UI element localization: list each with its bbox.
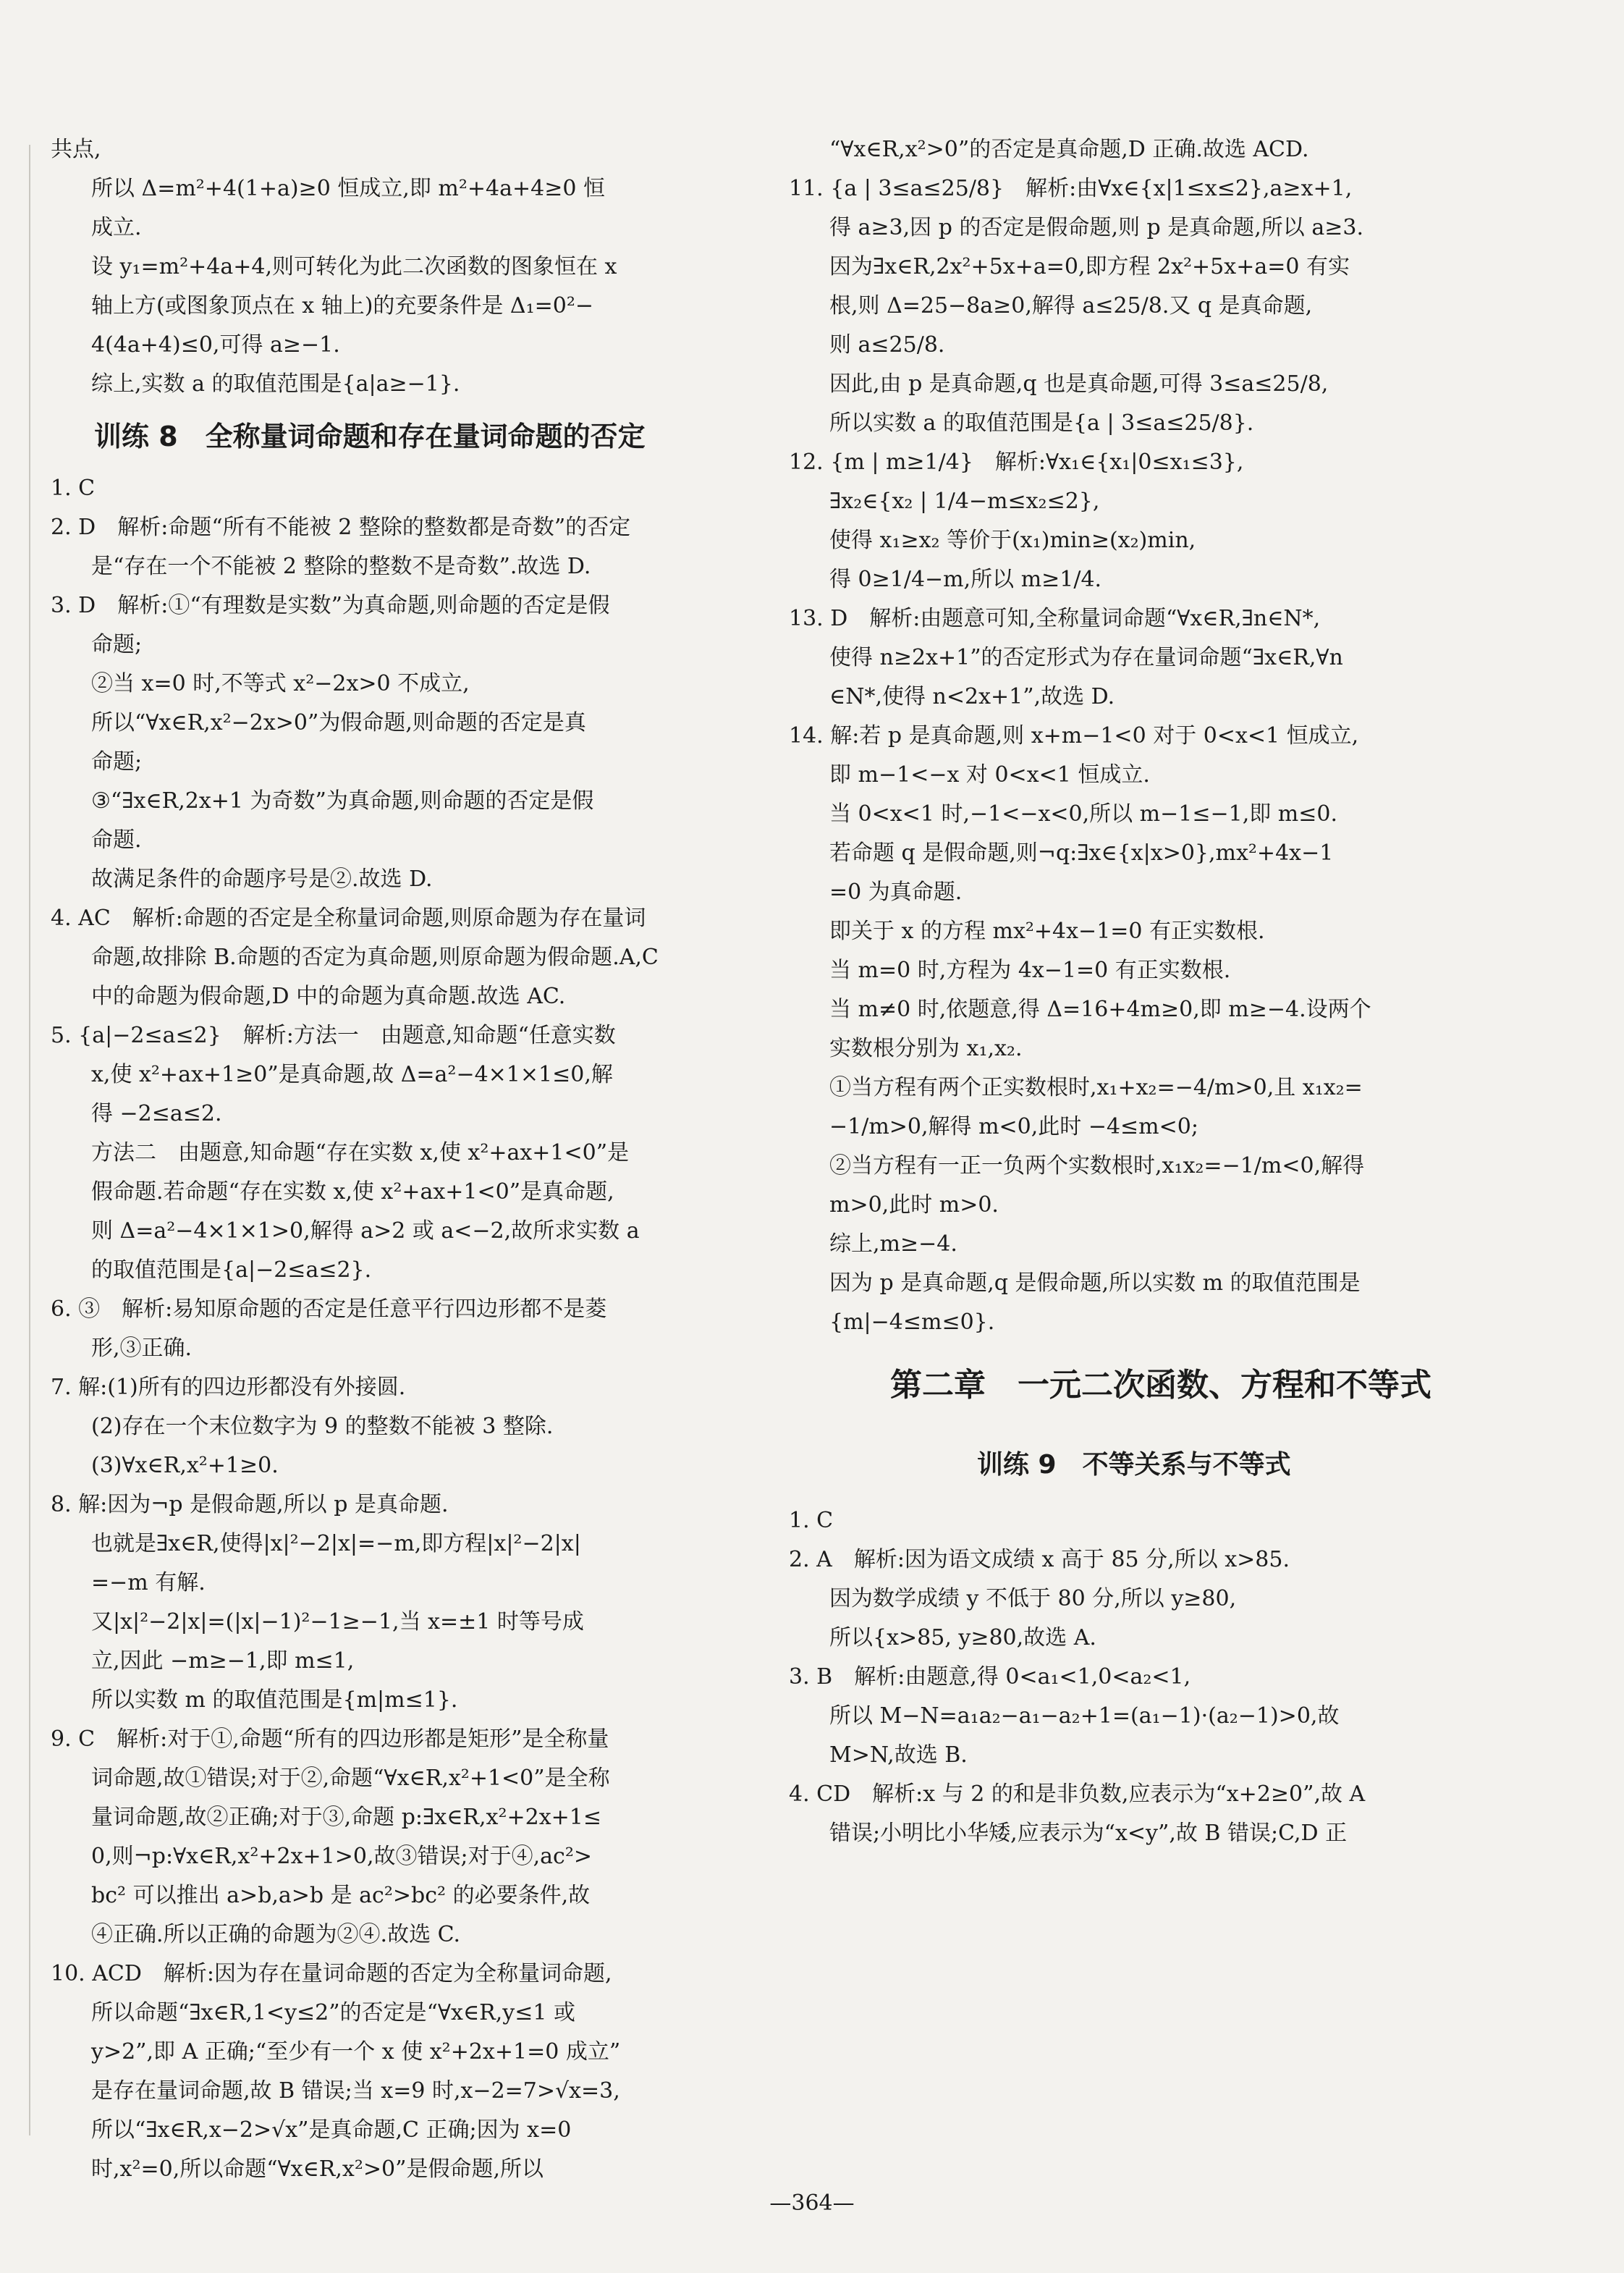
text-line: 使得 x₁≥x₂ 等价于(x₁)min≥(x₂)min, bbox=[829, 528, 1196, 553]
text-line: 10. ACD 解析:因为存在量词命题的否定为全称量词命题, bbox=[51, 1961, 612, 1986]
right-column bbox=[789, 130, 1513, 1853]
chapter-title: 第二章 一元二次函数、方程和不等式 bbox=[890, 1367, 1431, 1404]
text-line: 11. {a | 3≤a≤25/8} 解析:由∀x∈{x|1≤x≤2},a≥x+1, bbox=[789, 176, 1353, 201]
text-line: 故满足条件的命题序号是②.故选 D. bbox=[91, 866, 433, 892]
text-line: 错误;小明比小华矮,应表示为“x<y”,故 B 错误;C,D 正 bbox=[829, 1821, 1348, 1846]
text-line: ∃x₂∈{x₂ | 1/4−m≤x₂≤2}, bbox=[829, 489, 1100, 514]
text-line: 的取值范围是{a|−2≤a≤2}. bbox=[91, 1257, 372, 1283]
text-line: 也就是∃x∈R,使得|x|²−2|x|=−m,即方程|x|²−2|x| bbox=[91, 1531, 581, 1556]
text-line: 所以 M−N=a₁a₂−a₁−a₂+1=(a₁−1)·(a₂−1)>0,故 bbox=[829, 1703, 1340, 1729]
text-line: 共点, bbox=[51, 137, 101, 162]
text-line: 得 0≥1/4−m,所以 m≥1/4. bbox=[829, 567, 1102, 592]
text-line: 4. CD 解析:x 与 2 的和是非负数,应表示为“x+2≥0”,故 A bbox=[789, 1781, 1366, 1807]
text-line: 当 0<x<1 时,−1<−x<0,所以 m−1≤−1,即 m≤0. bbox=[829, 801, 1337, 827]
text-line: 又|x|²−2|x|=(|x|−1)²−1≥−1,当 x=±1 时等号成 bbox=[91, 1609, 584, 1635]
text-line: 因为∃x∈R,2x²+5x+a=0,即方程 2x²+5x+a=0 有实 bbox=[829, 254, 1350, 279]
text-line: ①当方程有两个正实数根时,x₁+x₂=−4/m>0,且 x₁x₂= bbox=[829, 1075, 1363, 1100]
left-column bbox=[51, 130, 745, 2189]
text-line: ②当 x=0 时,不等式 x²−2x>0 不成立, bbox=[91, 671, 470, 696]
text-line: 4. AC 解析:命题的否定是全称量词命题,则原命题为存在量词 bbox=[51, 906, 646, 931]
text-line: 所以命题“∃x∈R,1<y≤2”的否定是“∀x∈R,y≤1 或 bbox=[91, 2000, 575, 2025]
text-line: 2. A 解析:因为语文成绩 x 高于 85 分,所以 x>85. bbox=[789, 1547, 1290, 1572]
text-line: bc² 可以推出 a>b,a>b 是 ac²>bc² 的必要条件,故 bbox=[91, 1883, 591, 1908]
text-line: 所以实数 a 的取值范围是{a | 3≤a≤25/8}. bbox=[829, 410, 1254, 436]
text-line: 量词命题,故②正确;对于③,命题 p:∃x∈R,x²+2x+1≤ bbox=[91, 1805, 601, 1830]
text-line: 4(4a+4)≤0,可得 a≥−1. bbox=[91, 332, 340, 358]
text-line: 成立. bbox=[91, 215, 142, 240]
text-line: 所以实数 m 的取值范围是{m|m≤1}. bbox=[91, 1687, 458, 1713]
text-line: 所以{x>85, y≥80,故选 A. bbox=[829, 1625, 1096, 1650]
text-line: ③“∃x∈R,2x+1 为奇数”为真命题,则命题的否定是假 bbox=[91, 788, 594, 814]
text-line: 2. D 解析:命题“所有不能被 2 整除的整数都是奇数”的否定 bbox=[51, 515, 631, 540]
text-line: 方法二 由题意,知命题“存在实数 x,使 x²+ax+1<0”是 bbox=[91, 1140, 630, 1165]
text-line: “∀x∈R,x²>0”的否定是真命题,D 正确.故选 ACD. bbox=[829, 137, 1309, 162]
text-line: 当 m=0 时,方程为 4x−1=0 有正实数根. bbox=[829, 958, 1231, 983]
text-line: 7. 解:(1)所有的四边形都没有外接圆. bbox=[51, 1375, 406, 1400]
text-line: 得 −2≤a≤2. bbox=[91, 1101, 222, 1126]
text-line: 是“存在一个不能被 2 整除的整数不是奇数”.故选 D. bbox=[91, 554, 591, 579]
text-line: m>0,此时 m>0. bbox=[829, 1192, 999, 1218]
text-line: 1. C bbox=[789, 1508, 834, 1533]
text-line: 命题; bbox=[91, 632, 143, 657]
text-line: 因此,由 p 是真命题,q 也是真命题,可得 3≤a≤25/8, bbox=[829, 371, 1329, 397]
text-line: 根,则 Δ=25−8a≥0,解得 a≤25/8.又 q 是真命题, bbox=[829, 293, 1313, 319]
text-line: 设 y₁=m²+4a+4,则可转化为此二次函数的图象恒在 x bbox=[91, 254, 617, 279]
text-line: 所以“∀x∈R,x²−2x>0”为假命题,则命题的否定是真 bbox=[91, 710, 586, 735]
text-line: ④正确.所以正确的命题为②④.故选 C. bbox=[91, 1922, 461, 1947]
text-line: 若命题 q 是假命题,则¬q:∃x∈{x|x>0},mx²+4x−1 bbox=[829, 840, 1334, 866]
text-line: =0 为真命题. bbox=[829, 880, 963, 905]
text-line: 命题; bbox=[91, 749, 143, 775]
text-line: 立,因此 −m≥−1,即 m≤1, bbox=[91, 1648, 355, 1674]
text-line: 是存在量词命题,故 B 错误;当 x=9 时,x−2=7>√x=3, bbox=[91, 2078, 620, 2104]
text-line: 使得 n≥2x+1”的否定形式为存在量词命题“∃x∈R,∀n bbox=[829, 645, 1343, 670]
section-title-training-9: 训练 9 不等关系与不等式 bbox=[977, 1450, 1291, 1480]
text-line: (3)∀x∈R,x²+1≥0. bbox=[91, 1453, 279, 1478]
text-line: 词命题,故①错误;对于②,命题“∀x∈R,x²+1<0”是全称 bbox=[91, 1766, 610, 1791]
text-line: 实数根分别为 x₁,x₂. bbox=[829, 1036, 1023, 1061]
right-block-2 bbox=[789, 1501, 1513, 1853]
text-line: (2)存在一个末位数字为 9 的整数不能被 3 整除. bbox=[91, 1414, 554, 1439]
text-line: 12. {m | m≥1/4} 解析:∀x₁∈{x₁|0≤x₁≤3}, bbox=[789, 450, 1244, 475]
text-line: 则 a≤25/8. bbox=[829, 332, 945, 358]
text-line: 13. D 解析:由题意可知,全称量词命题“∀x∈R,∃n∈N*, bbox=[789, 606, 1321, 631]
text-line: 综上,实数 a 的取值范围是{a|a≥−1}. bbox=[91, 371, 460, 397]
text-line: y>2”,即 A 正确;“至少有一个 x 使 x²+2x+1=0 成立” bbox=[91, 2039, 621, 2065]
left-block-2 bbox=[51, 469, 745, 2189]
page-number: —364— bbox=[769, 2190, 855, 2216]
section-title-training-8: 训练 8 全称量词命题和存在量词命题的否定 bbox=[94, 421, 646, 452]
text-line: 所以 Δ=m²+4(1+a)≥0 恒成立,即 m²+4a+4≥0 恒 bbox=[91, 176, 605, 201]
text-line: 9. C 解析:对于①,命题“所有的四边形都是矩形”是全称量 bbox=[51, 1726, 609, 1752]
text-line: 0,则¬p:∀x∈R,x²+2x+1>0,故③错误;对于④,ac²> bbox=[91, 1844, 592, 1869]
text-line: 得 a≥3,因 p 的否定是假命题,则 p 是真命题,所以 a≥3. bbox=[829, 215, 1363, 240]
text-line: 即关于 x 的方程 mx²+4x−1=0 有正实数根. bbox=[829, 919, 1265, 944]
text-line: x,使 x²+ax+1≥0”是真命题,故 Δ=a²−4×1×1≤0,解 bbox=[91, 1062, 613, 1087]
text-line: 因为 p 是真命题,q 是假命题,所以实数 m 的取值范围是 bbox=[829, 1270, 1361, 1296]
text-line: M>N,故选 B. bbox=[829, 1742, 968, 1768]
text-line: 5. {a|−2≤a≤2} 解析:方法一 由题意,知命题“任意实数 bbox=[51, 1023, 616, 1048]
text-line: 即 m−1<−x 对 0<x<1 恒成立. bbox=[829, 762, 1150, 788]
text-line: 中的命题为假命题,D 中的命题为真命题.故选 AC. bbox=[91, 984, 566, 1009]
text-line: 14. 解:若 p 是真命题,则 x+m−1<0 对于 0<x<1 恒成立, bbox=[789, 723, 1359, 748]
text-line: ②当方程有一正一负两个实数根时,x₁x₂=−1/m<0,解得 bbox=[829, 1153, 1365, 1178]
text-line: 轴上方(或图象顶点在 x 轴上)的充要条件是 Δ₁=0²− bbox=[91, 293, 594, 319]
text-line: 8. 解:因为¬p 是假命题,所以 p 是真命题. bbox=[51, 1492, 449, 1517]
text-line: 因为数学成绩 y 不低于 80 分,所以 y≥80, bbox=[829, 1586, 1237, 1611]
text-line: 6. ③ 解析:易知原命题的否定是任意平行四边形都不是菱 bbox=[51, 1296, 607, 1322]
text-line: 则 Δ=a²−4×1×1>0,解得 a>2 或 a<−2,故所求实数 a bbox=[91, 1218, 640, 1244]
text-line: {m|−4≤m≤0}. bbox=[829, 1310, 995, 1335]
text-line: 形,③正确. bbox=[91, 1336, 193, 1361]
text-line: 命题. bbox=[91, 827, 142, 853]
text-line: 当 m≠0 时,依题意,得 Δ=16+4m≥0,即 m≥−4.设两个 bbox=[829, 997, 1371, 1022]
left-block-1 bbox=[51, 130, 745, 404]
text-line: 所以“∃x∈R,x−2>√x”是真命题,C 正确;因为 x=0 bbox=[91, 2117, 572, 2143]
text-line: 命题,故排除 B.命题的否定为真命题,则原命题为假命题.A,C bbox=[91, 945, 659, 970]
text-line: −1/m>0,解得 m<0,此时 −4≤m<0; bbox=[829, 1114, 1198, 1139]
text-line: 1. C bbox=[51, 476, 96, 501]
text-line: 时,x²=0,所以命题“∀x∈R,x²>0”是假命题,所以 bbox=[91, 2156, 544, 2182]
binding-edge bbox=[29, 145, 30, 2135]
text-line: ∈N*,使得 n<2x+1”,故选 D. bbox=[829, 684, 1115, 709]
right-block-1 bbox=[789, 130, 1513, 1342]
text-line: 3. B 解析:由题意,得 0<a₁<1,0<a₂<1, bbox=[789, 1664, 1191, 1690]
text-line: 假命题.若命题“存在实数 x,使 x²+ax+1<0”是真命题, bbox=[91, 1179, 614, 1205]
text-line: 3. D 解析:①“有理数是实数”为真命题,则命题的否定是假 bbox=[51, 593, 610, 618]
text-line: =−m 有解. bbox=[91, 1570, 206, 1595]
text-line: 综上,m≥−4. bbox=[829, 1231, 957, 1257]
